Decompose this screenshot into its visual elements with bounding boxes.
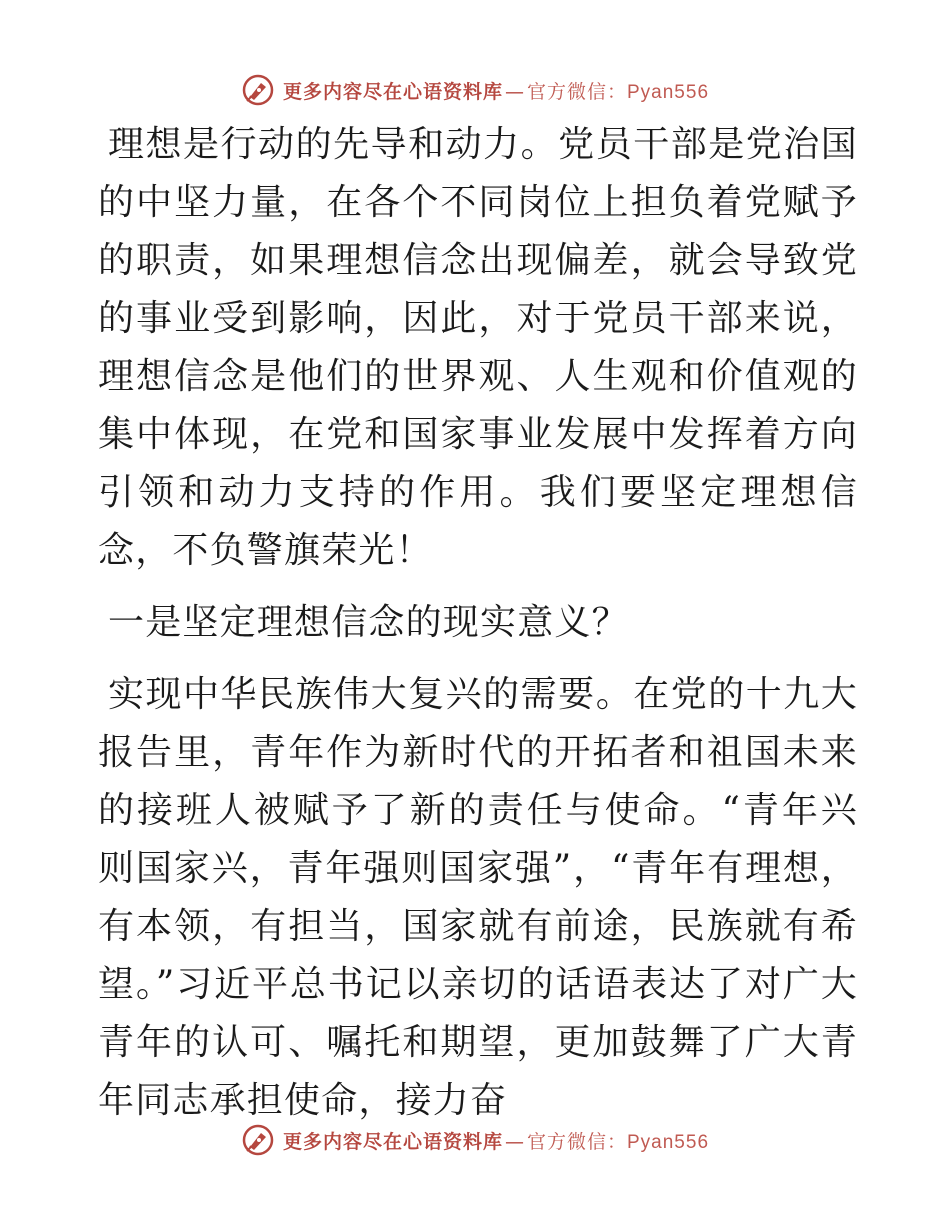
footer-banner — [0, 1120, 950, 1160]
header-banner-text — [283, 77, 709, 104]
pen-nib-logo-icon — [241, 73, 275, 107]
pen-nib-logo-icon — [241, 1123, 275, 1157]
footer-banner-text — [283, 1127, 709, 1154]
document-body — [98, 116, 858, 1130]
footer-wechat-id: Pyan556 — [627, 1131, 710, 1153]
footer-dash: — — [504, 1130, 525, 1153]
section-heading: 一是坚定理想信念的现实意义？ — [108, 602, 629, 643]
body-paragraph: 实现中华民族伟大复兴的需要。在党的十九大报告里，青年作为新时代的开拓者和祖国未来的接班人被赋予了新的责任与使命。“青年兴则国家兴，青年强则国家强”，“青年有理想，有本领，有担当，国家就有前途，民族就有希望。”习近平总书记以亲切的话语表达了对广大青年的认可、嘱托和期望，更加鼓舞了广大青年同志承担使命，接力奋 — [98, 674, 858, 1121]
header-dash: — — [504, 80, 525, 103]
header-banner — [0, 70, 950, 110]
footer-site-text: 更多内容尽在心语资料库 — [282, 1130, 503, 1153]
header-site-text: 更多内容尽在心语资料库 — [282, 80, 503, 103]
footer-official-label: 官方微信： — [526, 1130, 627, 1153]
body-paragraph: 理想是行动的先导和动力。党员干部是党治国的中坚力量，在各个不同岗位上担负着党赋予的职责，如果理想信念出现偏差，就会导致党的事业受到影响，因此，对于党员干部来说，理想信念是他们的世界观、人生观和价值观的集中体现，在党和国家事业发展中发挥着方向引领和动力支持的作用。我们要坚定理想信念，不负警旗荣光！ — [98, 124, 858, 571]
header-wechat-id: Pyan556 — [627, 81, 710, 103]
header-official-label: 官方微信： — [526, 80, 627, 103]
